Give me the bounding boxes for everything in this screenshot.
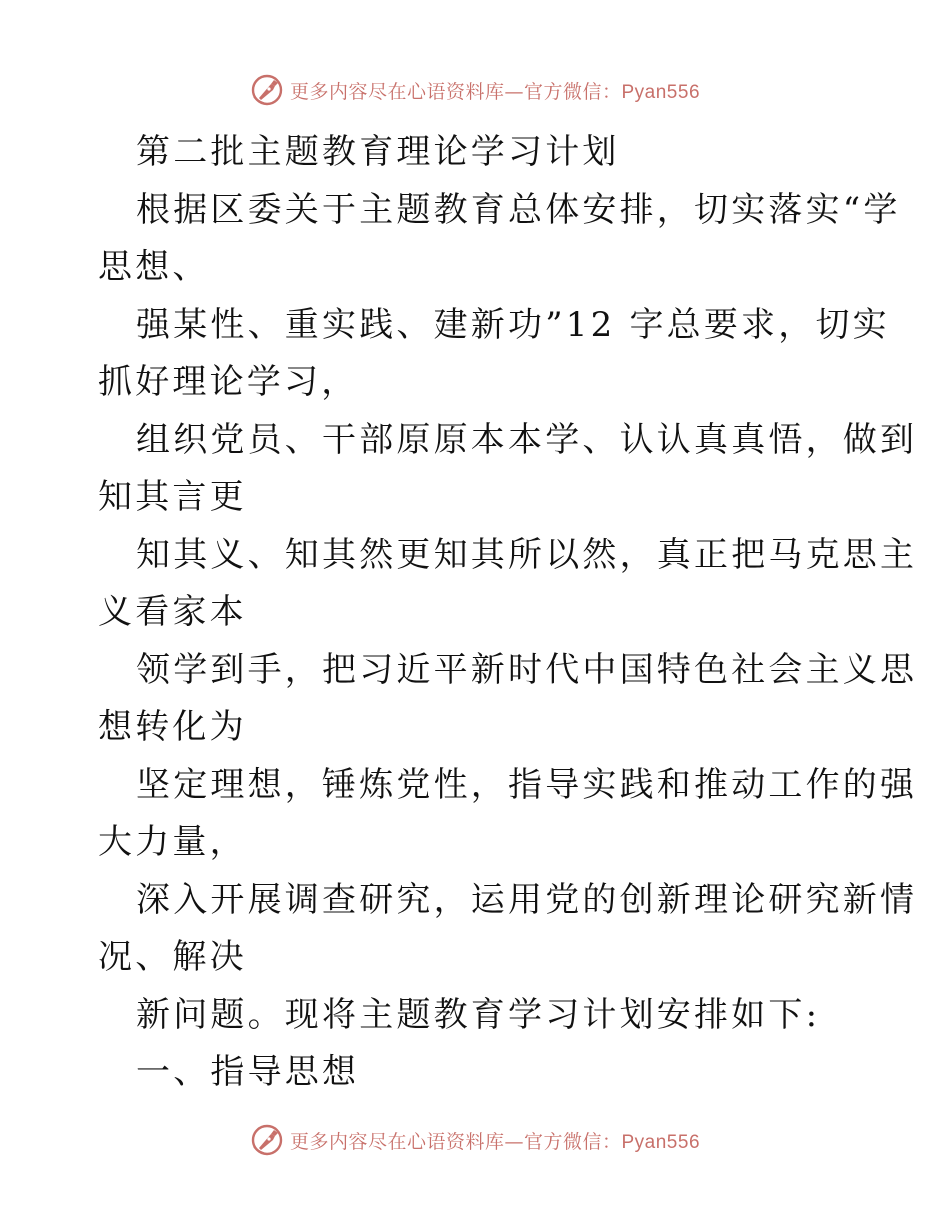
text-line: 坚定理想，锤炼党性，指导实践和推动工作的强 bbox=[136, 764, 918, 805]
paragraph-lines bbox=[98, 182, 918, 1102]
watermark-header bbox=[0, 70, 950, 110]
text-line: 领学到手，把习近平新时代中国特色社会主义思 bbox=[136, 649, 918, 690]
text-line: 想转化为 bbox=[98, 707, 247, 747]
document-body bbox=[98, 124, 918, 1102]
text-line: 新问题。现将主题教育学习计划安排如下: bbox=[136, 994, 821, 1035]
text-line: 根据区委关于主题教育总体安排，切实落实“学 bbox=[136, 189, 901, 230]
pen-nib-logo-icon bbox=[250, 73, 284, 107]
text-line: 组织党员、干部原原本本学、认认真真悟，做到 bbox=[136, 419, 918, 460]
text-line: 深入开展调查研究，运用党的创新理论研究新情 bbox=[136, 879, 918, 920]
text-line: 义看家本 bbox=[98, 592, 247, 632]
text-line: 强某性、重实践、建新功”12 字总要求，切实 bbox=[136, 304, 890, 345]
pen-nib-logo-icon bbox=[250, 1123, 284, 1157]
watermark-text: 更多内容尽在心语资料库—官方微信：Pyan556 bbox=[289, 1130, 701, 1153]
watermark-footer bbox=[0, 1120, 950, 1160]
text-line: 抓好理论学习， bbox=[98, 362, 359, 402]
text-line: 况、解决 bbox=[98, 937, 247, 977]
text-line: 大力量， bbox=[98, 822, 247, 862]
text-line: 知其言更 bbox=[98, 477, 247, 517]
text-line: 知其义、知其然更知其所以然，真正把马克思主 bbox=[136, 534, 918, 575]
text-line: 一、指导思想 bbox=[136, 1052, 360, 1092]
document-title: 第二批主题教育理论学习计划 bbox=[136, 132, 620, 172]
text-line: 思想、 bbox=[98, 247, 210, 287]
watermark-text: 更多内容尽在心语资料库—官方微信：Pyan556 bbox=[289, 80, 701, 103]
